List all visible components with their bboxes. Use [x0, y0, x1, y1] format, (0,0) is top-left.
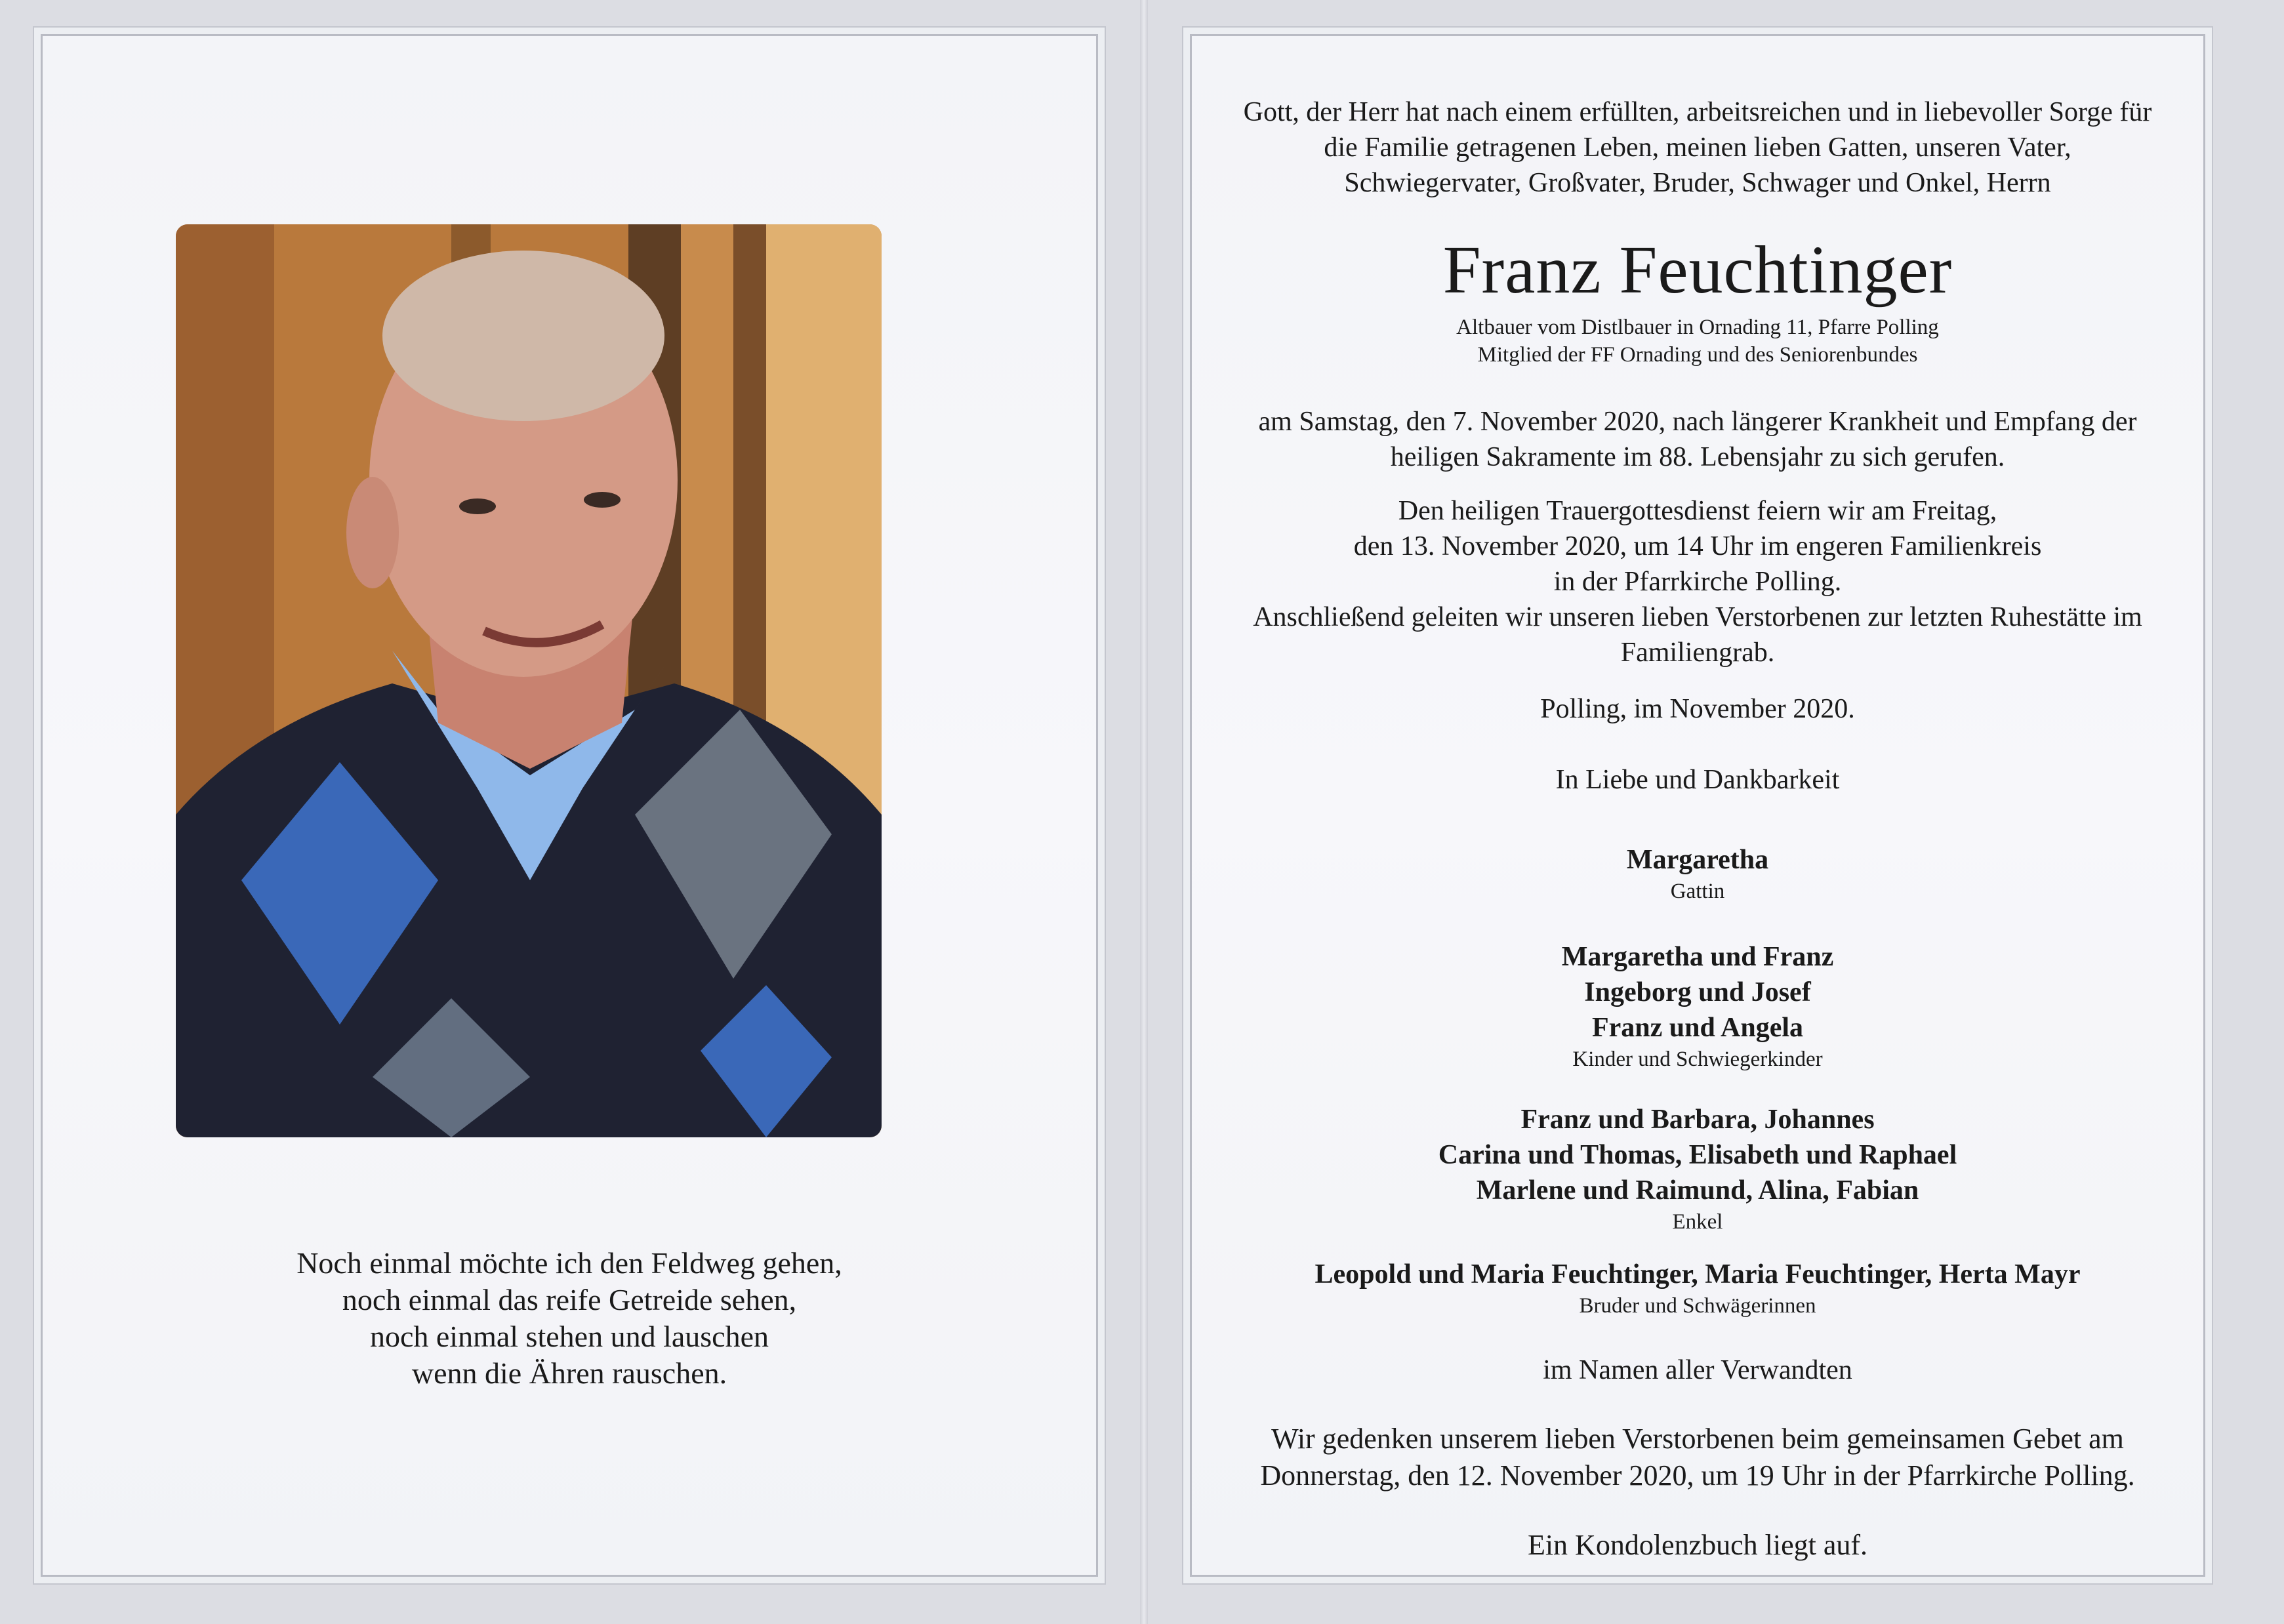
family-role: Enkel — [1672, 1210, 1723, 1234]
family-role: Gattin — [1670, 880, 1725, 903]
subtitle-line: Mitglied der FF Ornading und des Seniorenbundes — [1477, 343, 1918, 367]
family-group-siblings — [1190, 1257, 2205, 1320]
relatives: im Namen aller Verwandten — [1543, 1355, 1852, 1385]
family-role: Bruder und Schwägerinnen — [1579, 1294, 1816, 1318]
poem-line: Noch einmal möchte ich den Feldweg gehen, — [296, 1246, 842, 1280]
page-fold — [1140, 0, 1148, 1624]
family-group-children — [1190, 939, 2205, 1073]
death-notice-line: am Samstag, den 7. November 2020, nach längerer Krankheit und Empfang der — [1258, 407, 2137, 437]
family-name: Ingeborg und Josef — [1584, 977, 1811, 1007]
family-name: Leopold und Maria Feuchtinger, Maria Feuchtinger, Herta Mayr — [1315, 1259, 2081, 1289]
poem — [41, 1245, 1098, 1392]
service-line: Den heiligen Trauergottesdienst feiern wir am Freitag, — [1398, 496, 1997, 526]
service-paragraph — [1190, 493, 2205, 670]
family-group-spouse — [1190, 842, 2205, 905]
service-line: den 13. November 2020, um 14 Uhr im engeren Familienkreis — [1353, 531, 2042, 561]
family-name: Franz und Angela — [1591, 1013, 1804, 1043]
family-group-grandchildren — [1190, 1102, 2205, 1236]
subtitle — [1190, 314, 2205, 369]
poem-line: noch einmal stehen und lauschen — [369, 1320, 769, 1353]
place-date: Polling, im November 2020. — [1540, 694, 1855, 724]
prayer-paragraph — [1190, 1421, 2205, 1494]
deceased-name: Franz Feuchtinger — [1442, 232, 1953, 308]
prayer-line: Donnerstag, den 12. November 2020, um 19 Uhr in der Pfarrkirche Polling. — [1260, 1459, 2135, 1492]
intro-paragraph — [1190, 94, 2205, 201]
service-line: in der Pfarrkirche Polling. — [1553, 567, 1842, 597]
family-role: Kinder und Schwiegerkinder — [1572, 1047, 1823, 1071]
portrait-illustration — [176, 224, 882, 1137]
family-name: Carina und Thomas, Elisabeth und Raphael — [1438, 1140, 1957, 1170]
prayer-line: Wir gedenken unserem lieben Verstorbenen beim gemeinsamen Gebet am — [1271, 1423, 2124, 1455]
condolence-note: Ein Kondolenzbuch liegt auf. — [1527, 1529, 1868, 1561]
death-notice — [1190, 404, 2205, 475]
gratitude: In Liebe und Dankbarkeit — [1555, 765, 1840, 795]
poem-line: wenn die Ähren rauschen. — [411, 1356, 727, 1390]
family-name: Margaretha und Franz — [1561, 942, 1834, 972]
intro-line: die Familie getragenen Leben, meinen lieben Gatten, unseren Vater, — [1324, 132, 2071, 163]
death-notice-line: heiligen Sakramente im 88. Lebensjahr zu sich gerufen. — [1390, 442, 2005, 472]
intro-line: Gott, der Herr hat nach einem erfüllten, arbeitsreichen und in liebevoller Sorge für — [1243, 97, 2152, 127]
subtitle-line: Altbauer vom Distlbauer in Ornading 11, Pfarre Polling — [1456, 315, 1939, 339]
family-name: Margaretha — [1626, 845, 1769, 875]
service-line: Familiengrab. — [1620, 638, 1775, 668]
family-name: Marlene und Raimund, Alina, Fabian — [1476, 1175, 1919, 1206]
family-name: Franz und Barbara, Johannes — [1520, 1105, 1875, 1135]
service-line: Anschließend geleiten wir unseren lieben Verstorbenen zur letzten Ruhestätte im — [1253, 602, 2142, 632]
poem-line: noch einmal das reife Getreide sehen, — [342, 1283, 797, 1316]
intro-line: Schwiegervater, Großvater, Bruder, Schwager und Onkel, Herrn — [1344, 168, 2051, 198]
portrait-photo — [176, 224, 882, 1137]
